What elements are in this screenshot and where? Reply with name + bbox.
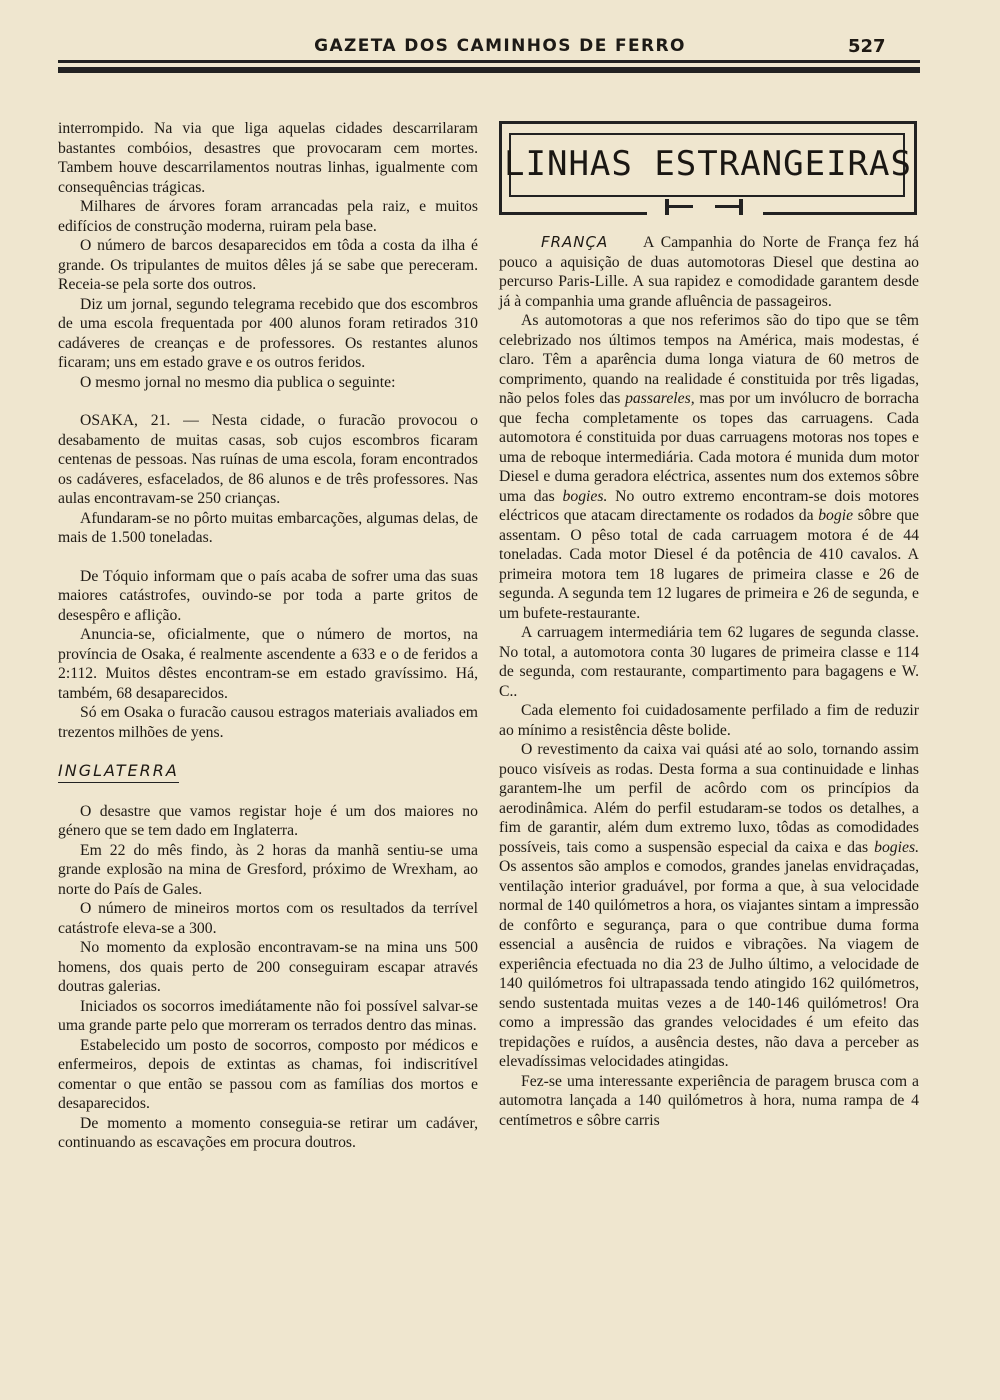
- italic-term: bogies.: [562, 487, 608, 505]
- paragraph: Anuncia-se, oficialmente, que o número de mortos, na província de Osaka, é realmente ascendente a 633 e o de feridos a 2:112. Muitos dêstes encontram-se em estado gravíssimo. Há, também, 68 desaparecidos.: [58, 626, 478, 702]
- header-rule-thick: [58, 67, 920, 73]
- text-run: Os assentos são amplos e comodos, grandes janelas envidraçadas, ventilação interior graduável, por forma a que, à sua velocidade normal de 140 quilómetros a hora, os viajantes sintam a impressão de confôrto e segurança, para o que contribue duma forma essencial a ausência de ruidos e vibrações. Na viagem de experiência efectuada no dia 23 de Julho último, a velocidade de 140 quilómetros foi ultrapassada tendo atingido 162 quilómetros, sendo sustentada muitas vezes a de 140-146 quilómetros! Ora como a impressão das grandes velocidades é um efeito das trepidações e ruídos, a ausência destes, não dava a perceber as elevadíssimas velocidades atingidas.: [499, 858, 919, 1070]
- ornament-bar-left: [665, 205, 693, 208]
- paragraph: OSAKA, 21. — Nesta cidade, o furacão provocou o desabamento de muitas casas, sob cujos escombros ficaram centenas de pessoas. Nas ruínas de uma escola, foram encontrados os cadáveres, esfacelados, de 86 alunos e de três professores. Nas aulas encontravam-se 250 crianças.: [58, 412, 478, 507]
- spacer: [58, 742, 478, 761]
- paragraph: No momento da explosão encontravam-se na mina uns 500 homens, dos quais perto de 200 conseguiram escapar através doutras galerias.: [58, 939, 478, 995]
- ornament-bar-right: [715, 205, 743, 208]
- paragraph: A carruagem intermediária tem 62 lugares de segunda classe. No total, a automotora conta 30 lugares de primeira classe e 114 de segunda, com restaurante, compartimento para bagagens e W. C..: [499, 624, 919, 700]
- section-heading-inglaterra: INGLATERRA: [58, 761, 179, 783]
- paragraph: Fez-se uma interessante experiência de paragem brusca com a automotra lançada a 140 quilómetros à hora, numa rampa de 4 centímetros e sôbre carris: [499, 1072, 919, 1129]
- paragraph-text: A Campanhia do Norte de França fez há pouco a aquisição de duas automotoras Diesel que destina ao percurso Paris-Lille. A sua rapidez e comodidade garantem desde já à companhia uma grande afluência de passageiros.: [499, 234, 919, 310]
- spacer: [58, 392, 478, 411]
- page-number: 527: [848, 36, 886, 57]
- text-run: No outro extremo encontram-se dois motores eléctricos que atacam directamente os rodados da: [499, 487, 919, 524]
- paragraph: Afundaram-se no pôrto muitas embarcações, algumas delas, de mais de 1.500 toneladas.: [58, 509, 478, 546]
- header-rule-thin: [58, 60, 920, 63]
- paragraph: O número de mineiros mortos com os resultados da terrível catástrofe eleva-se a 300.: [58, 900, 478, 937]
- spacer: [58, 783, 478, 802]
- paragraph: O mesmo jornal no mesmo dia publica o seguinte:: [80, 373, 396, 391]
- paragraph: [499, 233, 919, 311]
- paragraph: [499, 740, 919, 1072]
- text-run: mas por um invólucro de borracha que fecha completamente os topes das carruagens. Cada automotora é constituida por duas carruagens motoras nos topes e uma de reboque intermediária. Cada motora é munida dum motor Diesel e duma geradora eléctrica, assentes num dos extemos sôbre uma das: [499, 390, 919, 505]
- paragraph: De momento a momento conseguia-se retirar um cadáver, continuando as escavações em procura doutros.: [58, 1114, 478, 1151]
- paragraph: Iniciados os socorros imediátamente não foi possível salvar-se uma grande parte pelo que morreram os terrados dentro das minas.: [58, 997, 478, 1034]
- right-column: [499, 233, 919, 1130]
- paragraph: Em 22 do mês findo, às 2 horas da manhã sentiu-se uma grande explosão na mina de Gresford, próximo de Wrexham, ao norte do País de Gales.: [58, 841, 478, 898]
- paragraph: Cada elemento foi cuidadosamente perfilado a fim de reduzir ao mínimo a resistência dêste bolide.: [499, 702, 919, 739]
- section-title: LINHAS ESTRANGEIRAS: [504, 144, 912, 184]
- paragraph: O desastre que vamos registar hoje é um dos maiores no género que se tem dado em Inglaterra.: [58, 802, 478, 839]
- left-column: [58, 119, 478, 1153]
- country-heading-franca: FRANÇA: [541, 233, 609, 251]
- italic-term: bogies.: [874, 838, 919, 856]
- text-run: O revestimento da caixa vai quási até ao solo, tornando assim pouco visíveis as rodas. Desta forma a sua continuidade e linhas garantem-lhe um perfil de acôrdo com os princípios da aerodinâmica. Além do perfil estudaram-se todos os detalhes, a fim de garantir, além dum extremo luxo, tôdas as comodidades possíveis, tais como a suspensão especial da caixa e das: [499, 741, 919, 856]
- paragraph: interrompido. Na via que liga aquelas cidades descarrilaram bastantes combóios, desastres que provocaram cem mortes. Tambem houve descarrilamentos noutras linhas, igualmente com consequências trágicas.: [58, 120, 478, 196]
- paragraph: Milhares de árvores foram arrancadas pela raiz, e muitos edifícios de construção moderna, ruiram pela base.: [58, 198, 478, 235]
- italic-term: passareles,: [625, 390, 695, 407]
- paragraph: Só em Osaka o furacão causou estragos materiais avaliados em trezentos milhões de yens.: [58, 704, 478, 741]
- paragraph: Diz um jornal, segundo telegrama recebido que dos escombros de uma escola frequentada por 400 alunos foram retirados 310 cadáveres de creanças e de professores. Os restantes alunos ficaram; uns em estado grave e os outros feridos.: [58, 295, 478, 371]
- paragraph: De Tóquio informam que o país acaba de sofrer uma das suas maiores catástrofes, ouvindo-se por toda a parte gritos de desespêro e aflição.: [58, 567, 478, 624]
- text-run: sôbre que assentam. O pêso total de cada carruagem motora é de 44 toneladas. Cada motor Diesel é da potência de 410 cavalos. A primeira motora tem 18 lugares de primeira classe e 26 de segunda. A segunda tem 12 lugares de primeira e 26 de segunda, e um bufete-restaurante.: [499, 507, 919, 622]
- paragraph: O número de barcos desaparecidos em tôda a costa da ilha é grande. Os tripulantes de muitos dêles já se sabe que pereceram. Receia-se pela sorte dos outros.: [58, 237, 478, 293]
- paragraph: [499, 311, 919, 623]
- running-header-title: GAZETA DOS CAMINHOS DE FERRO: [314, 36, 686, 56]
- italic-term: bogie: [818, 507, 854, 524]
- section-heading-row: [58, 761, 478, 783]
- spacer: [58, 548, 478, 567]
- section-title-box: [499, 121, 917, 217]
- paragraph: Estabelecido um posto de socorros, composto por médicos e enfermeiros, depois de extintas as chamas, foi indiscritível comentar o que então se passou com as famílias dos mortos e desaparecidos.: [58, 1036, 478, 1112]
- text-run: As automotoras a que nos referimos são do tipo que se têm celebrizado nos últimos tempos na América, mais modestas, é claro. Têm a aparência duma longa viatura de 60 metros de comprimento, quando na realidade é constituida por três ligadas, não pelos foles das: [499, 312, 919, 407]
